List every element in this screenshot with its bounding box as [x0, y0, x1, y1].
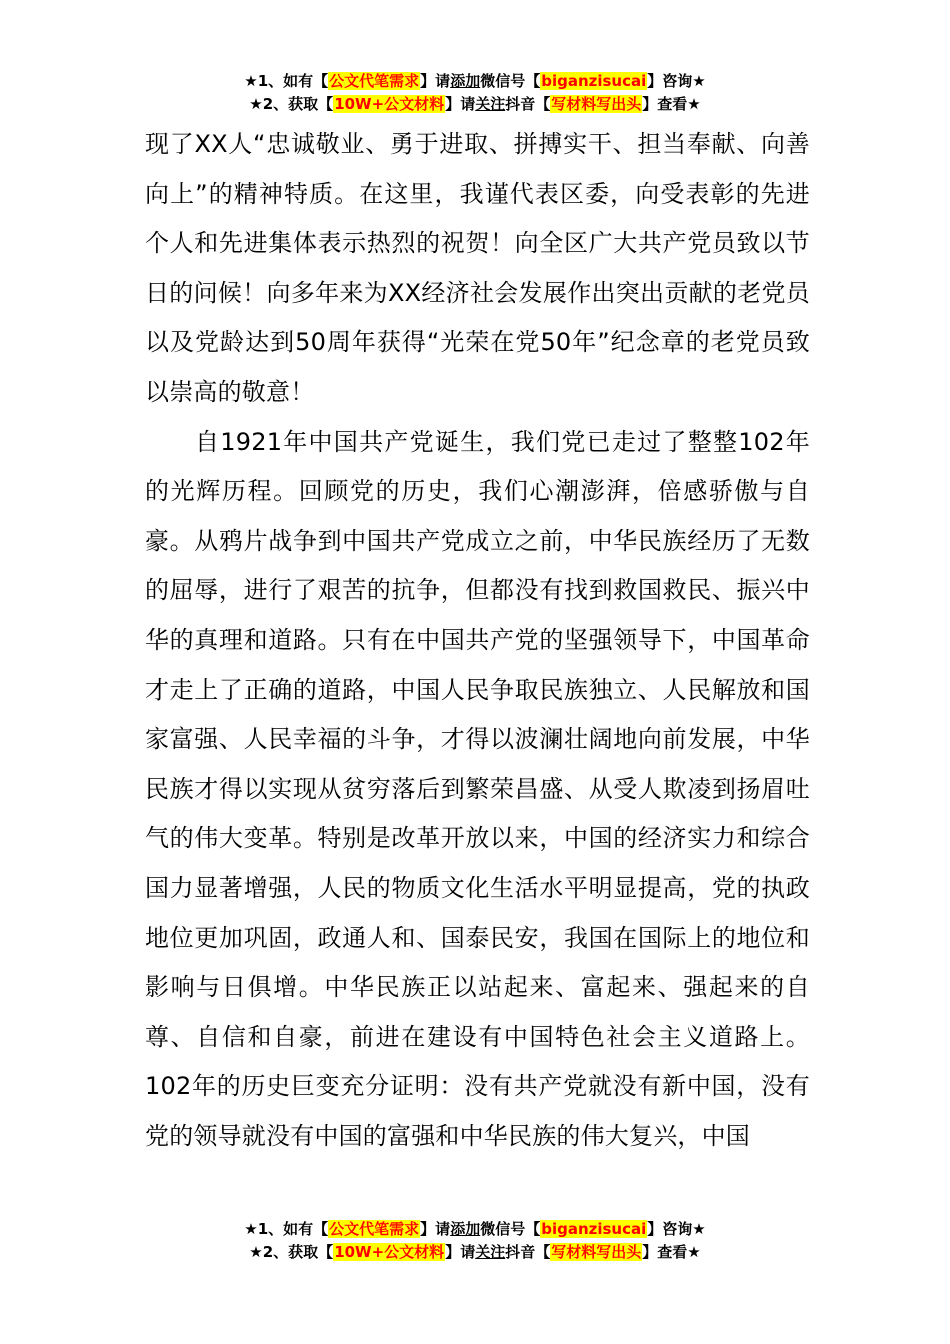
banner-text: 】请	[445, 1243, 476, 1261]
banner-text: 】请	[420, 72, 451, 90]
banner-text: ★2、获取【	[249, 95, 334, 113]
banner-text: 抖音【	[505, 1243, 551, 1261]
banner-text: 】咨询★	[647, 72, 706, 90]
footer-banner	[0, 1218, 950, 1264]
banner-text: ★1、如有【	[244, 1220, 329, 1238]
banner-highlight: 公文代笔需求	[329, 72, 420, 90]
paragraph: 现了XX人“忠诚敬业、勇于进取、拼搏实干、担当奉献、向善向上”的精神特质。在这里，我谨代表区委，向受表彰的先进个人和先进集体表示热烈的祝贺！向全区广大共产党员致以节日的问候！向多年来为XX经济社会发展作出突出贡献的老党员以及党龄达到50周年获得“光荣在党50年”纪念章的老党员致以崇高的敬意！	[145, 130, 810, 406]
banner-highlight: 写材料写出头	[551, 1243, 642, 1261]
banner-text: 】查看★	[642, 1243, 701, 1261]
banner-text: ★1、如有【	[244, 72, 329, 90]
footer-banner-line-2	[0, 1241, 950, 1264]
banner-text: 】咨询★	[647, 1220, 706, 1238]
banner-highlight: biganzisucai	[541, 72, 647, 90]
banner-text: 】查看★	[642, 95, 701, 113]
header-banner	[0, 70, 950, 116]
banner-highlight: 公文代笔需求	[329, 1220, 420, 1238]
banner-text: 微信号【	[480, 72, 541, 90]
document-body	[145, 120, 810, 1161]
banner-text: 】请	[445, 95, 476, 113]
banner-highlight: 10W+公文材料	[334, 1243, 445, 1261]
header-banner-line-1	[0, 70, 950, 93]
banner-highlight: 写材料写出头	[551, 95, 642, 113]
banner-underlined-text: 添加	[450, 72, 481, 90]
banner-underlined-text: 添加	[450, 1220, 481, 1238]
banner-text: ★2、获取【	[249, 1243, 334, 1261]
banner-underlined-text: 关注	[475, 95, 506, 113]
banner-highlight: 10W+公文材料	[334, 95, 445, 113]
banner-text: 】请	[420, 1220, 451, 1238]
header-banner-line-2	[0, 93, 950, 116]
banner-underlined-text: 关注	[475, 1243, 506, 1261]
paragraph: 自1921年中国共产党诞生，我们党已走过了整整102年的光辉历程。回顾党的历史，我们心潮澎湃，倍感骄傲与自豪。从鸦片战争到中国共产党成立之前，中华民族经历了无数的屈辱，进行了艰苦的抗争，但都没有找到救国救民、振兴中华的真理和道路。只有在中国共产党的坚强领导下，中国革命才走上了正确的道路，中国人民争取民族独立、人民解放和国家富强、人民幸福的斗争，才得以波澜壮阔地向前发展，中华民族才得以实现从贫穷落后到繁荣昌盛、从受人欺凌到扬眉吐气的伟大变革。特别是改革开放以来，中国的经济实力和综合国力显著增强，人民的物质文化生活水平明显提高，党的执政地位更加巩固，政通人和、国泰民安，我国在国际上的地位和影响与日俱增。中华民族正以站起来、富起来、强起来的自尊、自信和自豪，前进在建设有中国特色社会主义道路上。102年的历史巨变充分证明：没有共产党就没有新中国，没有党的领导就没有中国的富强和中华民族的伟大复兴，中国	[145, 427, 810, 1150]
banner-text: 微信号【	[480, 1220, 541, 1238]
banner-text: 抖音【	[505, 95, 551, 113]
footer-banner-line-1	[0, 1218, 950, 1241]
banner-highlight: biganzisucai	[541, 1220, 647, 1238]
